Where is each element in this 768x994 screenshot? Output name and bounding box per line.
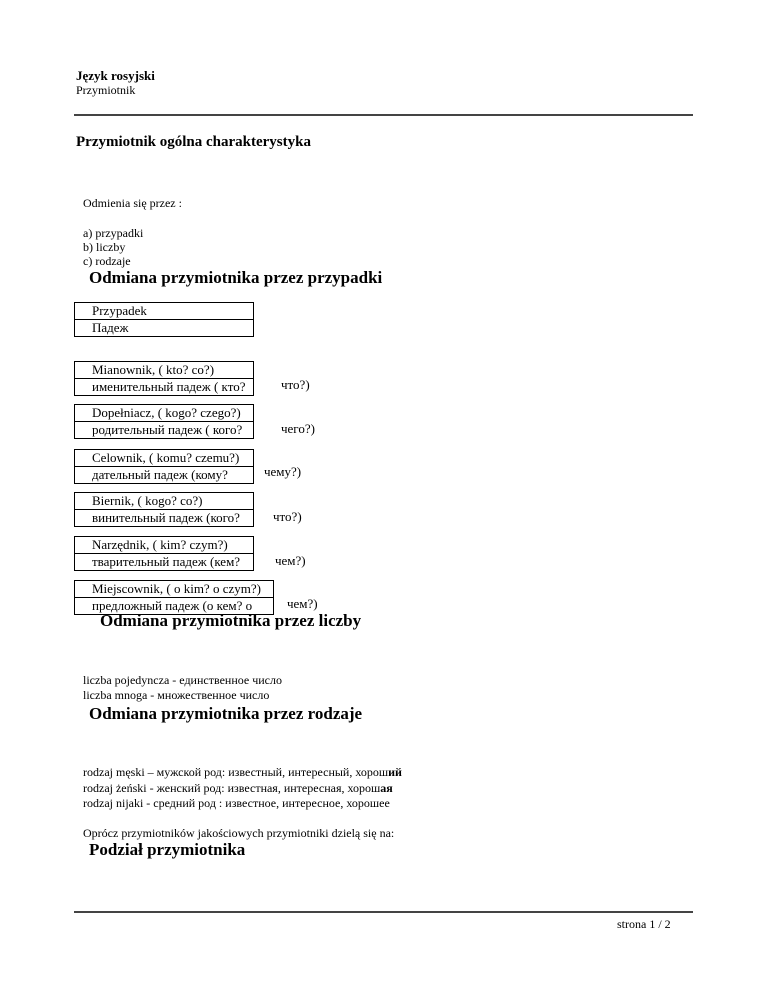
list-item: a) przypadki [83, 226, 144, 240]
section-heading-general: Przymiotnik ogólna charakterystyka [76, 134, 311, 150]
number-line: liczba pojedyncza - единственное число [83, 673, 282, 687]
header-divider [74, 114, 693, 116]
page-number: strona 1 / 2 [617, 917, 671, 931]
case-tail: что?) [273, 509, 302, 524]
case-tail: чему?) [264, 464, 302, 479]
case-tail: чем?) [275, 553, 306, 568]
case-box-locative [74, 580, 274, 615]
case-tail: что?) [281, 377, 310, 392]
gender-line: rodzaj nijaki - средний род : известное, интересное, хорошее [83, 796, 390, 810]
case-tail: чем?) [287, 596, 318, 611]
list-item: b) liczby [83, 240, 126, 254]
case-box-dative [74, 449, 254, 484]
document-title: Język rosyjski [76, 68, 155, 83]
section-heading-numbers: Odmiana przymiotnika przez liczby [100, 611, 362, 630]
case-header-pl: Przypadek [75, 303, 253, 320]
division-note: Oprócz przymiotników jakościowych przymiotniki dzielą się na: [83, 826, 395, 840]
gender-line: rodzaj żeński - женский род: известная, интересная, хорошая [83, 781, 393, 795]
case-header-ru: Падеж [92, 320, 129, 335]
section-heading-genders: Odmiana przymiotnika przez rodzaje [89, 704, 363, 723]
case-box-instrumental [74, 536, 254, 571]
case-ru: тварительный падеж (кем? [92, 554, 241, 569]
case-tail: чего?) [281, 421, 315, 436]
case-box-genitive [74, 404, 254, 439]
number-line: liczba mnoga - множественное число [83, 688, 270, 702]
case-box-nominative [74, 361, 254, 396]
intro-text: Odmienia się przez : [83, 196, 182, 210]
case-header-box [74, 302, 254, 337]
gender-line: rodzaj męski – мужской род: известный, интересный, хороший [83, 765, 402, 779]
case-ru: родительный падеж ( кого? [92, 422, 243, 437]
section-heading-cases: Odmiana przymiotnika przez przypadki [89, 268, 383, 287]
section-heading-division: Podział przymiotnika [89, 840, 246, 859]
case-pl: Mianownik, ( kto? co?) [75, 362, 253, 379]
case-pl: Celownik, ( komu? czemu?) [75, 450, 253, 467]
footer-divider [74, 911, 693, 913]
case-pl: Dopełniacz, ( kogo? czego?) [75, 405, 253, 422]
case-ru: именительный падеж ( кто? [92, 379, 246, 394]
case-ru: винительный падеж (кого? [92, 510, 240, 525]
case-ru: предложный падеж (о кем? о [92, 598, 253, 613]
document-subtitle: Przymiotnik [76, 83, 136, 97]
case-pl: Miejscownik, ( o kim? o czym?) [75, 581, 273, 598]
case-box-accusative [74, 492, 254, 527]
case-ru: дательный падеж (кому? [92, 467, 228, 482]
list-item: c) rodzaje [83, 254, 131, 268]
case-pl: Biernik, ( kogo? co?) [75, 493, 253, 510]
case-pl: Narzędnik, ( kim? czym?) [75, 537, 253, 554]
